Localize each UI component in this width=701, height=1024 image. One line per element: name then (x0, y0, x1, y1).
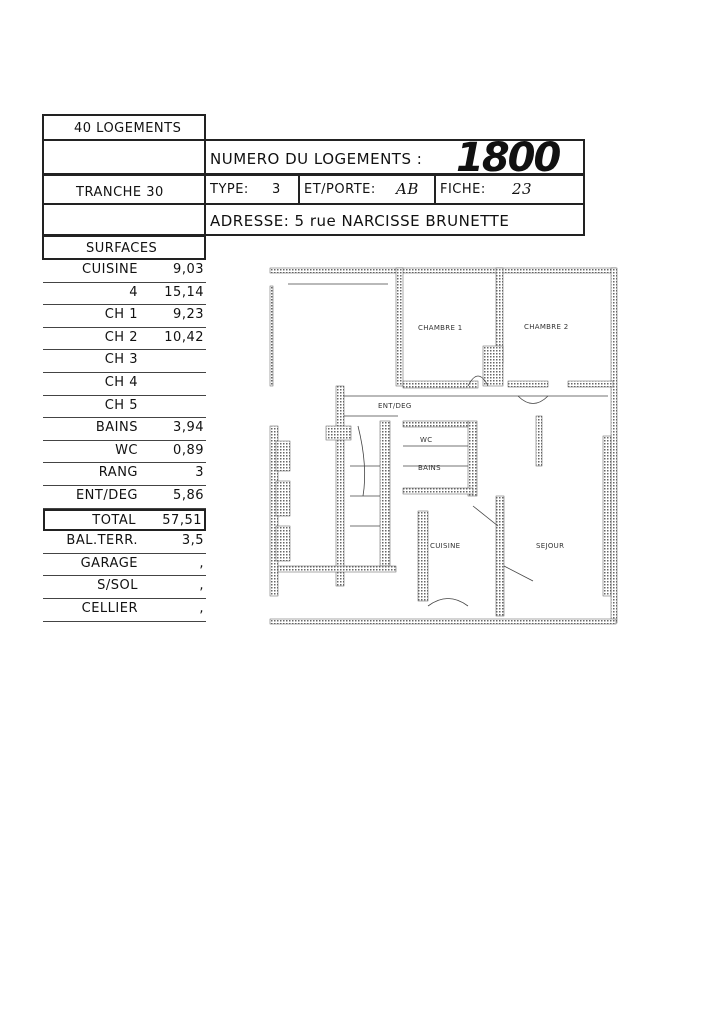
surface-row-ch-5 (43, 396, 206, 419)
room-chambre-2: CHAMBRE 2 (524, 323, 569, 331)
row-divider (43, 621, 206, 622)
type-box (204, 174, 585, 205)
surface-row-ch-1 (43, 305, 206, 328)
surface-label: CH 4 (104, 375, 138, 390)
header-spacer-1 (42, 139, 206, 175)
surface-value: , (199, 578, 204, 594)
type-value: 3 (272, 182, 281, 197)
surface-label: S/SOL (97, 578, 138, 594)
surface-value: 9,03 (173, 262, 204, 277)
room-wc: WC (420, 436, 433, 444)
surface-label: 4 (129, 284, 138, 300)
surface-label: CH 5 (104, 397, 138, 413)
surface-value: , (199, 555, 204, 571)
surface-value: 15,14 (164, 284, 204, 300)
surface-label: BAINS (95, 420, 138, 436)
surface-value: 3,94 (173, 420, 204, 436)
type-divider (298, 176, 300, 205)
adresse-label: ADRESSE: 5 rue NARCISSE BRUNETTE (210, 212, 510, 230)
et-porte-value: AB (396, 180, 419, 198)
surface-label: BAL.TERR. (66, 533, 138, 549)
fiche-label: FICHE: (440, 182, 486, 197)
surface-row-cuisine (43, 260, 206, 283)
surface-value: 10,42 (164, 329, 204, 345)
surface-value: 3,5 (181, 533, 204, 549)
surface-row-rang (43, 463, 206, 486)
surface-row-ch-2 (43, 328, 206, 351)
surface-row-ch-3 (43, 350, 206, 373)
surface-label: CELLIER (81, 601, 138, 616)
surface-row-s-sol (43, 576, 206, 599)
fiche-divider (434, 176, 436, 205)
surface-row-ch-4 (43, 373, 206, 396)
surface-row-garage (43, 554, 206, 577)
surface-label: TOTAL (92, 512, 136, 528)
numero-label: NUMERO DU LOGEMENTS : (210, 150, 423, 168)
room-bains: BAINS (418, 464, 441, 472)
surface-value: 3 (195, 465, 204, 481)
room-chambre-1: CHAMBRE 1 (418, 324, 463, 332)
adresse-box (204, 203, 585, 236)
numero-value: 1800 (456, 135, 560, 181)
surface-row-cellier (43, 599, 206, 622)
surface-label: CH 3 (104, 352, 138, 368)
room-sejour: SEJOUR (536, 542, 565, 550)
type-label: TYPE: (210, 182, 249, 197)
et-porte-label: ET/PORTE: (304, 182, 376, 197)
room-ent-deg: ENT/DEG (378, 402, 412, 410)
surface-row-4 (43, 283, 206, 306)
surface-value: 57,51 (162, 512, 202, 528)
tranche-label: TRANCHE 30 (76, 185, 164, 200)
surface-row-ent-deg (43, 486, 206, 509)
surface-row-wc (43, 441, 206, 464)
surface-row-bal-terr- (43, 531, 206, 554)
surface-label: ENT/DEG (75, 488, 138, 503)
surface-label: RANG (98, 465, 138, 481)
room-cuisine: CUISINE (430, 542, 461, 550)
surface-value: 0,89 (173, 442, 204, 458)
surface-label: CUISINE (82, 262, 138, 277)
header-spacer-2 (42, 203, 206, 236)
program-label: 40 LOGEMENTS (74, 121, 182, 136)
tranche-box (42, 174, 206, 205)
surfaces-title: SURFACES (86, 241, 158, 256)
surface-label: CH 1 (104, 307, 138, 323)
surfaces-title-box (42, 235, 206, 260)
surface-label: CH 2 (104, 329, 138, 345)
numero-box (204, 135, 585, 181)
surface-value: , (199, 601, 204, 616)
surface-value: 5,86 (173, 488, 204, 503)
program-box (42, 114, 206, 141)
surface-label: GARAGE (80, 555, 138, 571)
surface-label: WC (115, 442, 138, 458)
fiche-value: 23 (512, 180, 533, 198)
surface-row-total (43, 509, 206, 532)
surface-row-bains (43, 418, 206, 441)
surface-value: 9,23 (173, 307, 204, 323)
floor-plan (268, 266, 618, 628)
